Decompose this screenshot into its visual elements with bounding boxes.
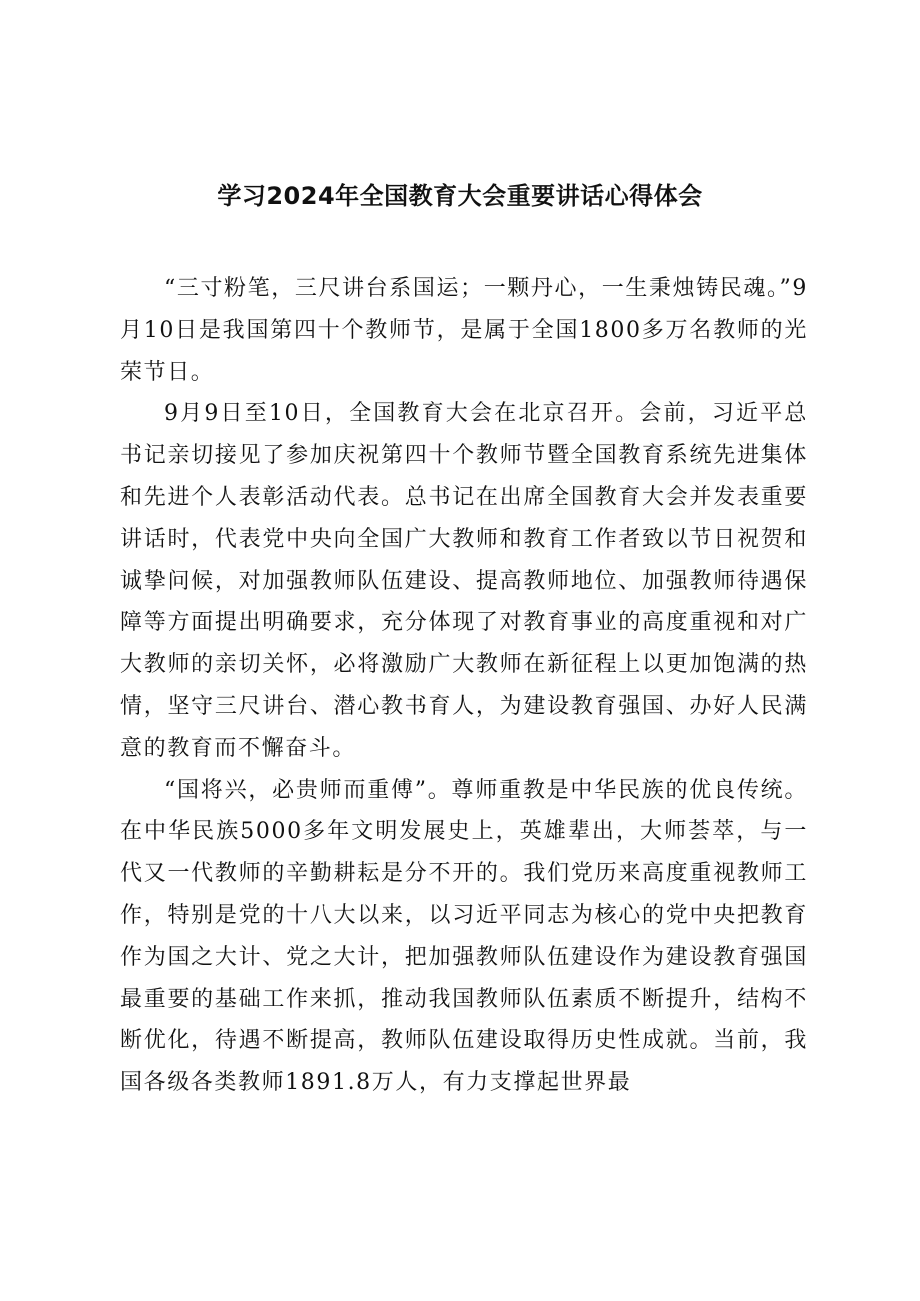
paragraph-3: “国将兴，必贵师而重傅”。尊师重教是中华民族的优良传统。在中华民族5000多年文明发展史上，英雄辈出，大师荟萃，与一代又一代教师的辛勤耕耘是分不开的。我们党历来高度重视教师工作，特别是党的十八大以来，以习近平同志为核心的党中央把教育作为国之大计、党之大计，把加强教师队伍建设作为建设教育强国最重要的基础工作来抓，推动我国教师队伍素质不断提升，结构不断优化，待遇不断提高，教师队伍建设取得历史性成就。当前，我国各级各类教师1891.8万人，有力支撑起世界最 <box>120 777 808 1096</box>
paragraph-2: 9月9日至10日，全国教育大会在北京召开。会前，习近平总书记亲切接见了参加庆祝第四十个教师节暨全国教育系统先进集体和先进个人表彰活动代表。总书记在出席全国教育大会并发表重要讲话时，代表党中央向全国广大教师和教育工作者致以节日祝贺和诚挚问候，对加强教师队伍建设、提高教师地位、加强教师待遇保障等方面提出明确要求，充分体现了对教育事业的高度重视和对广大教师的亲切关怀，必将激励广大教师在新征程上以更加饱满的热情，坚守三尺讲台、潜心教书育人，为建设教育强国、办好人民满意的教育而不懈奋斗。 <box>120 401 808 761</box>
document-title: 学习2024年全国教育大会重要讲话心得体会 <box>217 182 703 210</box>
paragraph-1: “三寸粉笔，三尺讲台系国运；一颗丹心，一生秉烛铸民魂。”9月10日是我国第四十个教师节，是属于全国1800多万名教师的光荣节日。 <box>120 276 808 385</box>
document-body <box>120 268 808 1104</box>
